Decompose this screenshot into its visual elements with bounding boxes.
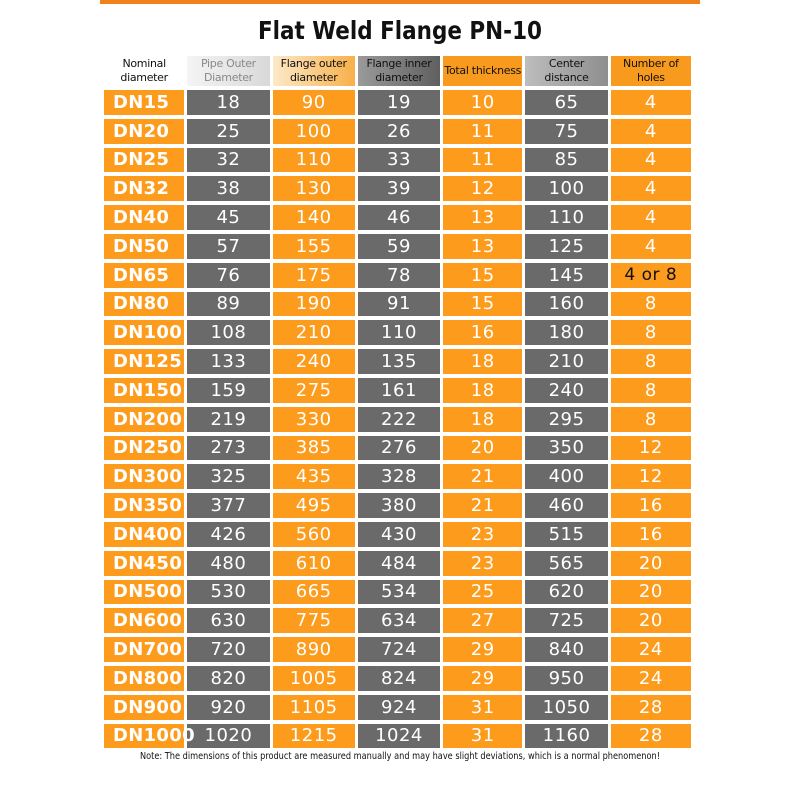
number-of-holes-cell: 4 or 8 — [611, 263, 691, 288]
pipe-outer-diameter-cell: 25 — [187, 119, 269, 144]
header-nominal-diameter: Nominal diameter — [104, 56, 184, 86]
center-distance-cell: 75 — [525, 119, 607, 144]
flange-inner-diameter-cell: 19 — [358, 90, 440, 115]
table-row — [104, 580, 691, 605]
flange-outer-diameter-cell: 775 — [273, 608, 355, 633]
flange-inner-diameter-cell: 161 — [358, 378, 440, 403]
nominal-diameter-cell: DN350 — [104, 493, 184, 518]
total-thickness-cell: 29 — [443, 666, 522, 691]
center-distance-cell: 85 — [525, 148, 607, 173]
table-row — [104, 292, 691, 317]
nominal-diameter-cell: DN100 — [104, 320, 184, 345]
nominal-diameter-cell: DN300 — [104, 464, 184, 489]
center-distance-cell: 145 — [525, 263, 607, 288]
flange-outer-diameter-cell: 435 — [273, 464, 355, 489]
center-distance-cell: 1160 — [525, 724, 607, 749]
flange-inner-diameter-cell: 135 — [358, 349, 440, 374]
total-thickness-cell: 11 — [443, 119, 522, 144]
table-row — [104, 205, 691, 230]
pipe-outer-diameter-cell: 630 — [187, 608, 269, 633]
disclaimer-note: Note: The dimensions of this product are measured manually and may have slight deviations, which is a normal phenomenon! — [139, 751, 661, 762]
nominal-diameter-cell: DN40 — [104, 205, 184, 230]
number-of-holes-cell: 20 — [611, 551, 691, 576]
total-thickness-cell: 23 — [443, 522, 522, 547]
flange-outer-diameter-cell: 110 — [273, 148, 355, 173]
number-of-holes-cell: 8 — [611, 407, 691, 432]
flange-outer-diameter-cell: 130 — [273, 176, 355, 201]
table-row — [104, 551, 691, 576]
table-row — [104, 436, 691, 461]
number-of-holes-cell: 4 — [611, 119, 691, 144]
flange-outer-diameter-cell: 210 — [273, 320, 355, 345]
nominal-diameter-cell: DN50 — [104, 234, 184, 259]
flange-inner-diameter-cell: 33 — [358, 148, 440, 173]
nominal-diameter-cell: DN250 — [104, 436, 184, 461]
total-thickness-cell: 27 — [443, 608, 522, 633]
header-number-of-holes: Number of holes — [611, 56, 691, 86]
flange-spec-table — [101, 52, 694, 752]
number-of-holes-cell: 28 — [611, 724, 691, 749]
table-row — [104, 724, 691, 749]
number-of-holes-cell: 20 — [611, 580, 691, 605]
center-distance-cell: 210 — [525, 349, 607, 374]
page-title: Flat Weld Flange PN-10 — [257, 16, 543, 45]
center-distance-cell: 350 — [525, 436, 607, 461]
nominal-diameter-cell: DN1000 — [104, 724, 184, 749]
table-row — [104, 464, 691, 489]
center-distance-cell: 1050 — [525, 695, 607, 720]
center-distance-cell: 620 — [525, 580, 607, 605]
total-thickness-cell: 15 — [443, 263, 522, 288]
flange-inner-diameter-cell: 59 — [358, 234, 440, 259]
table-row — [104, 637, 691, 662]
number-of-holes-cell: 4 — [611, 148, 691, 173]
flange-outer-diameter-cell: 665 — [273, 580, 355, 605]
flange-outer-diameter-cell: 330 — [273, 407, 355, 432]
flange-inner-diameter-cell: 26 — [358, 119, 440, 144]
table-row — [104, 695, 691, 720]
number-of-holes-cell: 8 — [611, 349, 691, 374]
flange-inner-diameter-cell: 824 — [358, 666, 440, 691]
total-thickness-cell: 13 — [443, 205, 522, 230]
center-distance-cell: 180 — [525, 320, 607, 345]
total-thickness-cell: 18 — [443, 378, 522, 403]
nominal-diameter-cell: DN900 — [104, 695, 184, 720]
table-row — [104, 608, 691, 633]
table-body — [104, 90, 691, 748]
number-of-holes-cell: 8 — [611, 320, 691, 345]
total-thickness-cell: 18 — [443, 407, 522, 432]
flange-inner-diameter-cell: 276 — [358, 436, 440, 461]
nominal-diameter-cell: DN32 — [104, 176, 184, 201]
total-thickness-cell: 16 — [443, 320, 522, 345]
pipe-outer-diameter-cell: 18 — [187, 90, 269, 115]
table-row — [104, 493, 691, 518]
center-distance-cell: 125 — [525, 234, 607, 259]
table-row — [104, 378, 691, 403]
flange-inner-diameter-cell: 39 — [358, 176, 440, 201]
table-row — [104, 320, 691, 345]
pipe-outer-diameter-cell: 377 — [187, 493, 269, 518]
flange-outer-diameter-cell: 140 — [273, 205, 355, 230]
pipe-outer-diameter-cell: 38 — [187, 176, 269, 201]
total-thickness-cell: 21 — [443, 493, 522, 518]
flange-outer-diameter-cell: 190 — [273, 292, 355, 317]
flange-outer-diameter-cell: 90 — [273, 90, 355, 115]
total-thickness-cell: 13 — [443, 234, 522, 259]
number-of-holes-cell: 12 — [611, 464, 691, 489]
flange-inner-diameter-cell: 724 — [358, 637, 440, 662]
flange-inner-diameter-cell: 380 — [358, 493, 440, 518]
pipe-outer-diameter-cell: 530 — [187, 580, 269, 605]
number-of-holes-cell: 8 — [611, 378, 691, 403]
total-thickness-cell: 29 — [443, 637, 522, 662]
pipe-outer-diameter-cell: 820 — [187, 666, 269, 691]
header-flange-outer-diameter: Flange outer diameter — [273, 56, 355, 86]
center-distance-cell: 110 — [525, 205, 607, 230]
center-distance-cell: 840 — [525, 637, 607, 662]
table-row — [104, 90, 691, 115]
pipe-outer-diameter-cell: 57 — [187, 234, 269, 259]
nominal-diameter-cell: DN25 — [104, 148, 184, 173]
total-thickness-cell: 18 — [443, 349, 522, 374]
flange-inner-diameter-cell: 484 — [358, 551, 440, 576]
flange-outer-diameter-cell: 240 — [273, 349, 355, 374]
nominal-diameter-cell: DN200 — [104, 407, 184, 432]
nominal-diameter-cell: DN450 — [104, 551, 184, 576]
table-row — [104, 263, 691, 288]
flange-outer-diameter-cell: 560 — [273, 522, 355, 547]
total-thickness-cell: 31 — [443, 724, 522, 749]
nominal-diameter-cell: DN15 — [104, 90, 184, 115]
center-distance-cell: 515 — [525, 522, 607, 547]
number-of-holes-cell: 20 — [611, 608, 691, 633]
table-row — [104, 119, 691, 144]
total-thickness-cell: 23 — [443, 551, 522, 576]
flange-inner-diameter-cell: 46 — [358, 205, 440, 230]
nominal-diameter-cell: DN600 — [104, 608, 184, 633]
flange-inner-diameter-cell: 328 — [358, 464, 440, 489]
pipe-outer-diameter-cell: 1020 — [187, 724, 269, 749]
pipe-outer-diameter-cell: 325 — [187, 464, 269, 489]
center-distance-cell: 400 — [525, 464, 607, 489]
flange-outer-diameter-cell: 1105 — [273, 695, 355, 720]
pipe-outer-diameter-cell: 480 — [187, 551, 269, 576]
total-thickness-cell: 10 — [443, 90, 522, 115]
total-thickness-cell: 15 — [443, 292, 522, 317]
total-thickness-cell: 21 — [443, 464, 522, 489]
total-thickness-cell: 20 — [443, 436, 522, 461]
flange-outer-diameter-cell: 610 — [273, 551, 355, 576]
pipe-outer-diameter-cell: 720 — [187, 637, 269, 662]
total-thickness-cell: 25 — [443, 580, 522, 605]
flange-inner-diameter-cell: 78 — [358, 263, 440, 288]
header-center-distance: Center distance — [525, 56, 607, 86]
flange-inner-diameter-cell: 634 — [358, 608, 440, 633]
flange-inner-diameter-cell: 222 — [358, 407, 440, 432]
flange-inner-diameter-cell: 1024 — [358, 724, 440, 749]
nominal-diameter-cell: DN80 — [104, 292, 184, 317]
center-distance-cell: 295 — [525, 407, 607, 432]
pipe-outer-diameter-cell: 108 — [187, 320, 269, 345]
flange-outer-diameter-cell: 100 — [273, 119, 355, 144]
pipe-outer-diameter-cell: 45 — [187, 205, 269, 230]
pipe-outer-diameter-cell: 89 — [187, 292, 269, 317]
center-distance-cell: 460 — [525, 493, 607, 518]
pipe-outer-diameter-cell: 32 — [187, 148, 269, 173]
center-distance-cell: 65 — [525, 90, 607, 115]
nominal-diameter-cell: DN125 — [104, 349, 184, 374]
flange-inner-diameter-cell: 534 — [358, 580, 440, 605]
number-of-holes-cell: 12 — [611, 436, 691, 461]
total-thickness-cell: 12 — [443, 176, 522, 201]
center-distance-cell: 950 — [525, 666, 607, 691]
total-thickness-cell: 31 — [443, 695, 522, 720]
pipe-outer-diameter-cell: 76 — [187, 263, 269, 288]
header-flange-inner-diameter: Flange inner diameter — [358, 56, 440, 86]
number-of-holes-cell: 4 — [611, 234, 691, 259]
number-of-holes-cell: 8 — [611, 292, 691, 317]
table-row — [104, 407, 691, 432]
pipe-outer-diameter-cell: 920 — [187, 695, 269, 720]
flange-outer-diameter-cell: 1215 — [273, 724, 355, 749]
flange-outer-diameter-cell: 175 — [273, 263, 355, 288]
top-accent-bar — [100, 0, 700, 4]
center-distance-cell: 725 — [525, 608, 607, 633]
nominal-diameter-cell: DN500 — [104, 580, 184, 605]
flange-outer-diameter-cell: 155 — [273, 234, 355, 259]
pipe-outer-diameter-cell: 133 — [187, 349, 269, 374]
number-of-holes-cell: 16 — [611, 493, 691, 518]
table-row — [104, 522, 691, 547]
table-row — [104, 349, 691, 374]
center-distance-cell: 100 — [525, 176, 607, 201]
table-row — [104, 176, 691, 201]
center-distance-cell: 565 — [525, 551, 607, 576]
flange-inner-diameter-cell: 110 — [358, 320, 440, 345]
table-row — [104, 148, 691, 173]
header-total-thickness: Total thickness — [443, 56, 522, 86]
number-of-holes-cell: 4 — [611, 205, 691, 230]
nominal-diameter-cell: DN700 — [104, 637, 184, 662]
number-of-holes-cell: 4 — [611, 176, 691, 201]
nominal-diameter-cell: DN150 — [104, 378, 184, 403]
pipe-outer-diameter-cell: 159 — [187, 378, 269, 403]
nominal-diameter-cell: DN20 — [104, 119, 184, 144]
flange-inner-diameter-cell: 430 — [358, 522, 440, 547]
number-of-holes-cell: 16 — [611, 522, 691, 547]
center-distance-cell: 160 — [525, 292, 607, 317]
pipe-outer-diameter-cell: 273 — [187, 436, 269, 461]
flange-outer-diameter-cell: 385 — [273, 436, 355, 461]
table-header-row — [104, 56, 691, 86]
total-thickness-cell: 11 — [443, 148, 522, 173]
number-of-holes-cell: 24 — [611, 637, 691, 662]
center-distance-cell: 240 — [525, 378, 607, 403]
table-row — [104, 234, 691, 259]
nominal-diameter-cell: DN800 — [104, 666, 184, 691]
table-row — [104, 666, 691, 691]
header-pipe-outer-diameter: Pipe Outer Diameter — [187, 56, 269, 86]
flange-outer-diameter-cell: 1005 — [273, 666, 355, 691]
pipe-outer-diameter-cell: 219 — [187, 407, 269, 432]
number-of-holes-cell: 28 — [611, 695, 691, 720]
flange-inner-diameter-cell: 924 — [358, 695, 440, 720]
number-of-holes-cell: 24 — [611, 666, 691, 691]
flange-outer-diameter-cell: 275 — [273, 378, 355, 403]
pipe-outer-diameter-cell: 426 — [187, 522, 269, 547]
nominal-diameter-cell: DN400 — [104, 522, 184, 547]
number-of-holes-cell: 4 — [611, 90, 691, 115]
flange-inner-diameter-cell: 91 — [358, 292, 440, 317]
flange-outer-diameter-cell: 495 — [273, 493, 355, 518]
nominal-diameter-cell: DN65 — [104, 263, 184, 288]
flange-outer-diameter-cell: 890 — [273, 637, 355, 662]
